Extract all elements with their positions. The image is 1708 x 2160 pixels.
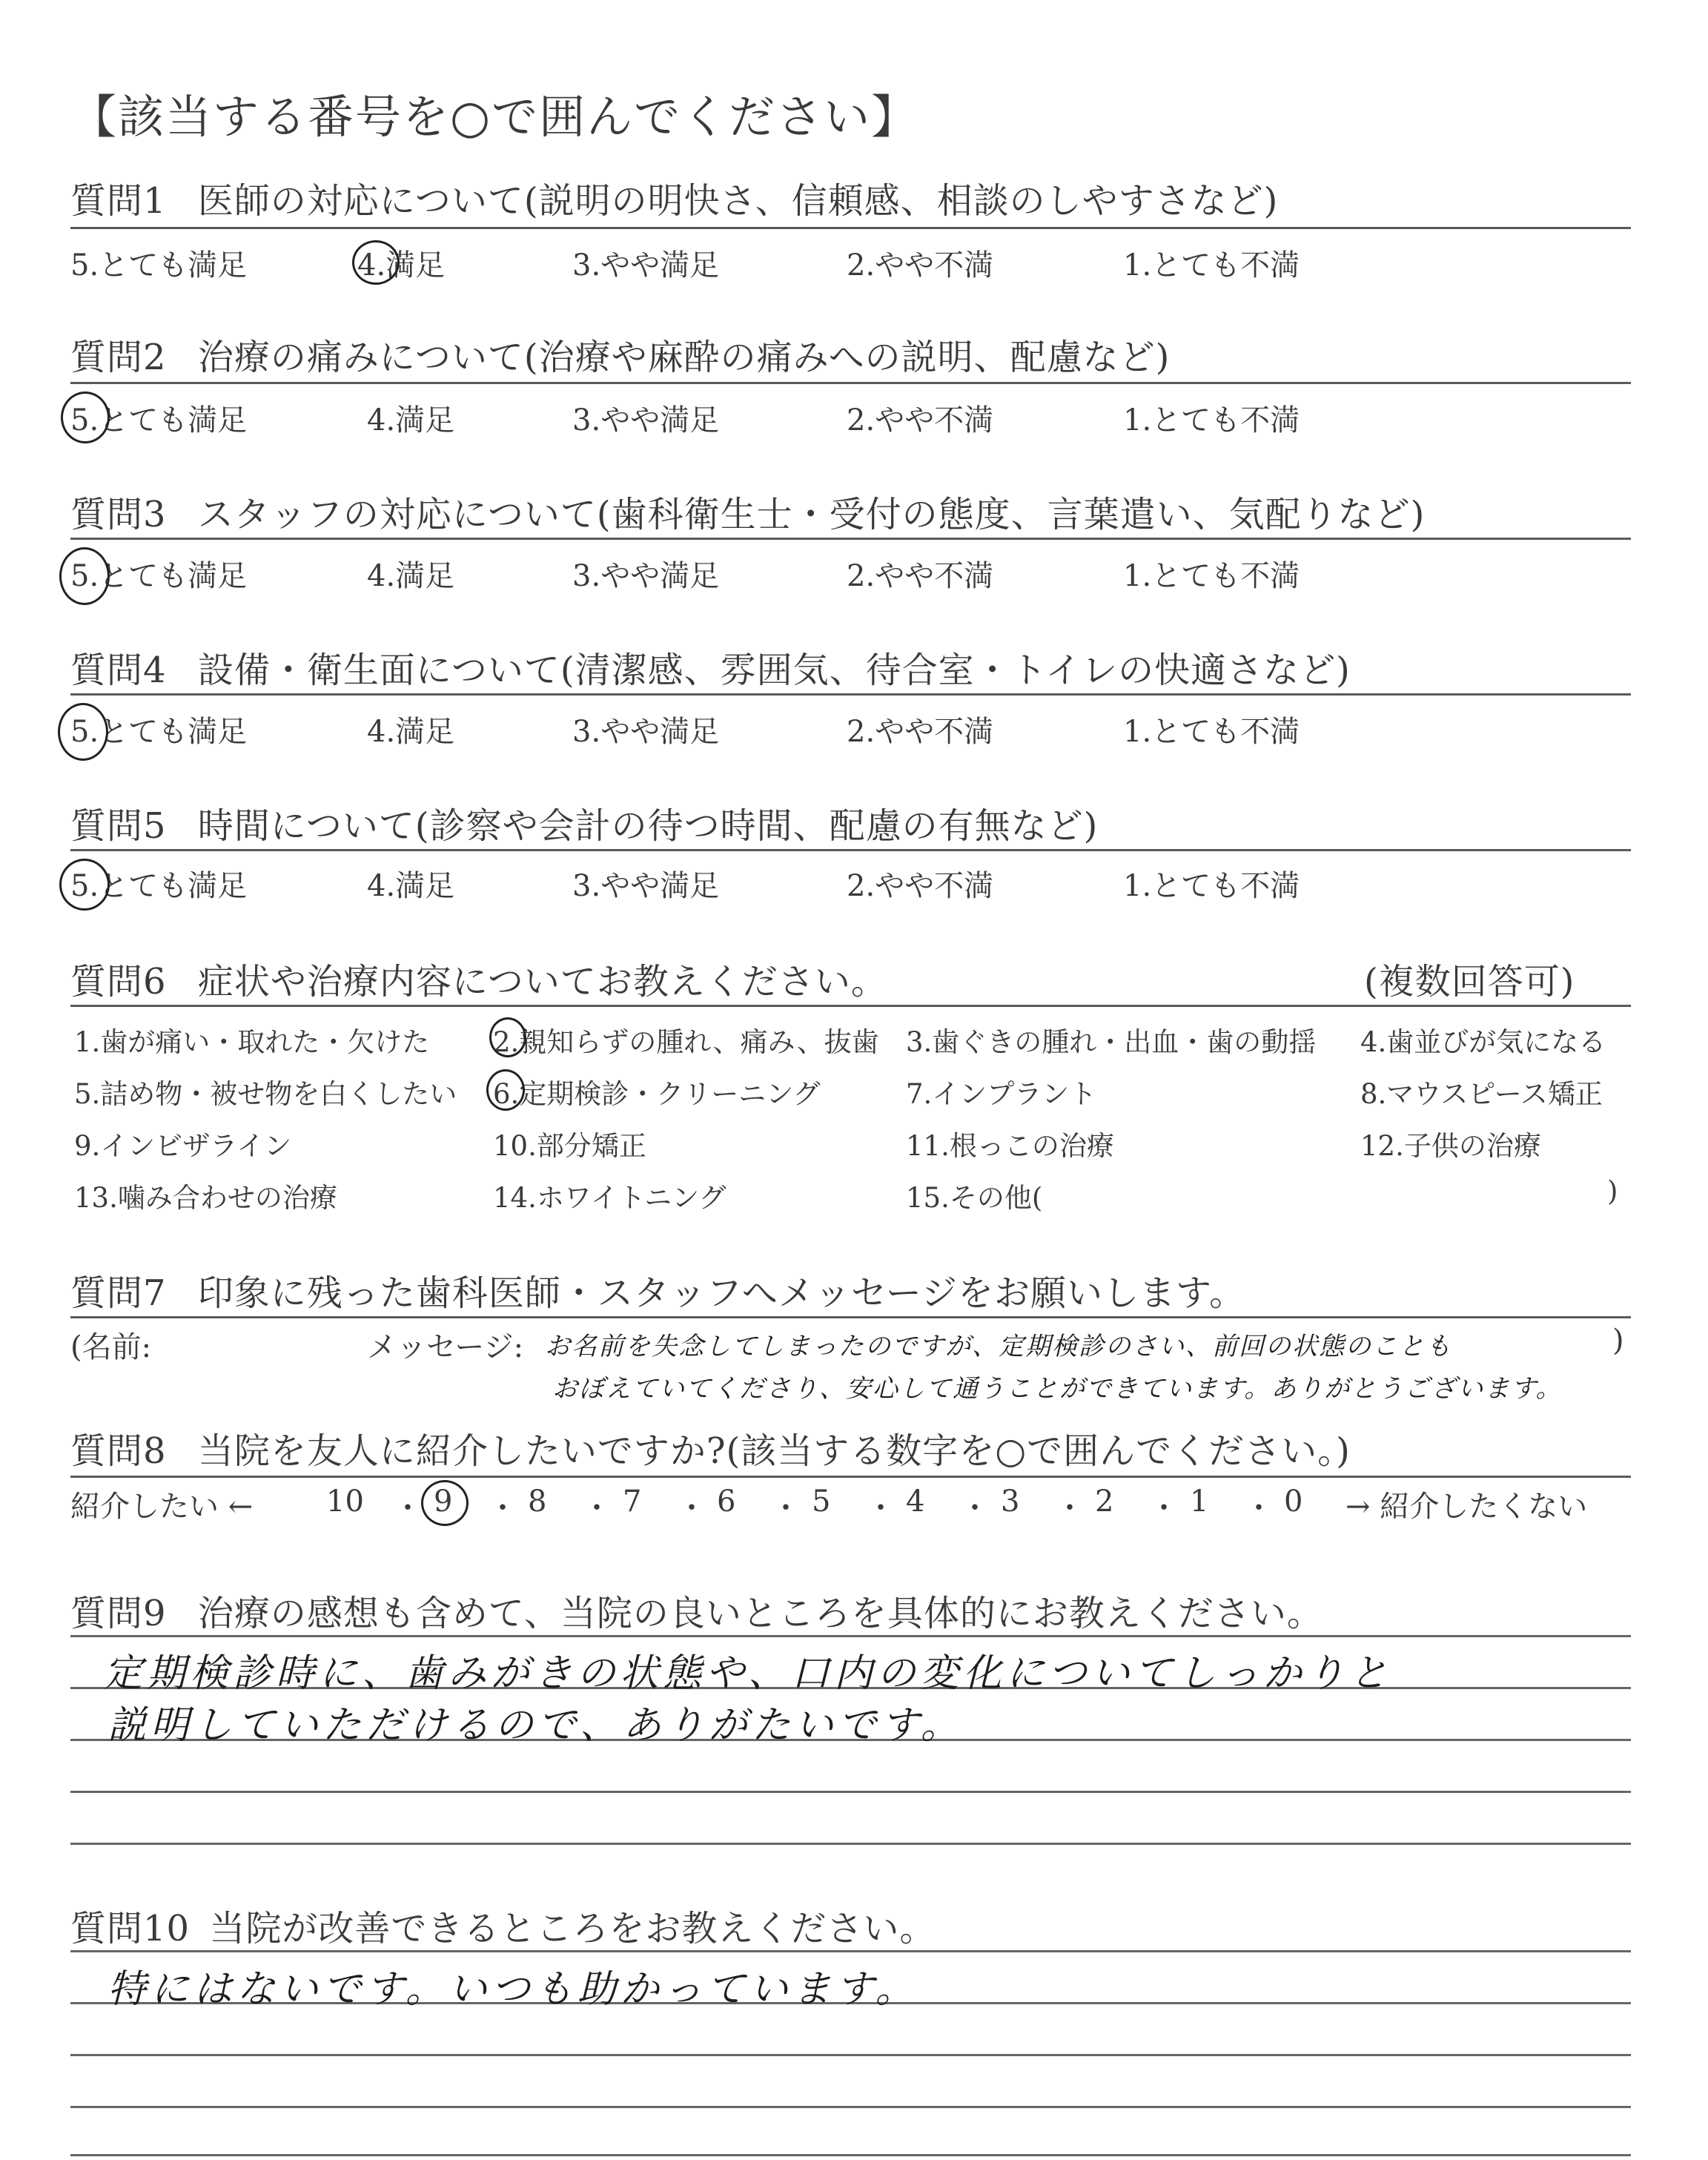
q7-rule bbox=[70, 1316, 1631, 1318]
q2-option-4[interactable]: 4.満足 bbox=[367, 403, 455, 437]
q7-close-paren: ) bbox=[1612, 1324, 1624, 1358]
q8-separator: ・ bbox=[1055, 1491, 1085, 1525]
q3-option-4[interactable]: 4.満足 bbox=[367, 559, 455, 593]
q5-heading bbox=[70, 797, 1098, 848]
q8-scale-7[interactable]: 7 bbox=[623, 1484, 642, 1519]
q1-selection-circle bbox=[352, 240, 400, 285]
q4-option-1[interactable]: 1.とても不満 bbox=[1123, 715, 1300, 749]
q8-scale-5[interactable]: 5 bbox=[812, 1484, 831, 1519]
q7-text: 印象に残った歯科医師・スタッフへメッセージをお願いします。 bbox=[197, 1272, 1246, 1314]
q5-option-3[interactable]: 3.やや満足 bbox=[572, 869, 720, 903]
q6-option-5[interactable]: 5.詰め物・被せ物を白くしたい bbox=[74, 1078, 457, 1110]
q8-scale-10[interactable]: 10 bbox=[326, 1484, 364, 1519]
q2-selection-circle bbox=[61, 392, 110, 443]
q8-separator: ・ bbox=[1149, 1491, 1179, 1525]
q9-answer-line-2: 説明していただけるので、ありがたいです。 bbox=[107, 1703, 964, 1748]
q4-option-3[interactable]: 3.やや満足 bbox=[572, 715, 720, 749]
q6-selection-circle-6 bbox=[486, 1069, 525, 1111]
q8-text: 当院を友人に紹介したいですか?(該当する数字を○で囲んでください。) bbox=[197, 1430, 1351, 1472]
q2-text: 治療の痛みについて(治療や麻酔の痛みへの説明、配慮など) bbox=[197, 337, 1171, 378]
q2-option-5[interactable]: 5.とても満足 bbox=[70, 403, 248, 437]
q8-scale-0[interactable]: 0 bbox=[1284, 1484, 1303, 1519]
q1-option-1[interactable]: 1.とても不満 bbox=[1123, 248, 1300, 283]
q6-option-15[interactable]: 15.その他( bbox=[906, 1182, 1043, 1214]
q10-label: 質問10 bbox=[70, 1908, 191, 1949]
q6-label: 質問6 bbox=[70, 961, 167, 1003]
q2-rule bbox=[70, 382, 1631, 384]
q9-text: 治療の感想も含めて、当院の良いところを具体的にお教えください。 bbox=[197, 1593, 1323, 1634]
q8-scale-2[interactable]: 2 bbox=[1095, 1484, 1114, 1519]
q8-heading bbox=[70, 1422, 1351, 1473]
q6-selection-circle-2 bbox=[489, 1017, 526, 1057]
q6-option-10[interactable]: 10.部分矯正 bbox=[493, 1130, 646, 1162]
q3-option-5[interactable]: 5.とても満足 bbox=[70, 559, 248, 593]
q10-line-5 bbox=[70, 2154, 1631, 2156]
q4-selection-circle bbox=[58, 703, 108, 761]
q1-option-2[interactable]: 2.やや不満 bbox=[847, 248, 994, 283]
q3-label: 質問3 bbox=[70, 494, 167, 535]
q9-line-4 bbox=[70, 1791, 1631, 1793]
q8-label: 質問8 bbox=[70, 1430, 167, 1472]
q3-option-1[interactable]: 1.とても不満 bbox=[1123, 559, 1300, 593]
q8-scale-6[interactable]: 6 bbox=[717, 1484, 736, 1519]
q7-label: 質問7 bbox=[70, 1272, 167, 1314]
q1-label: 質問1 bbox=[70, 180, 167, 222]
q9-answer-line-1: 定期検診時に、歯みがきの状態や、口内の変化についてしっかりと bbox=[104, 1651, 1392, 1696]
q8-selection-circle bbox=[421, 1480, 469, 1526]
q8-separator: ・ bbox=[393, 1491, 423, 1525]
q9-line-1 bbox=[70, 1635, 1631, 1637]
q4-option-4[interactable]: 4.満足 bbox=[367, 715, 455, 749]
q9-line-5 bbox=[70, 1843, 1631, 1845]
q7-name-label: (名前: bbox=[70, 1330, 152, 1364]
q6-option-4[interactable]: 4.歯並びが気になる bbox=[1360, 1026, 1606, 1058]
q8-scale-3[interactable]: 3 bbox=[1001, 1484, 1020, 1519]
q6-option-8[interactable]: 8.マウスピース矯正 bbox=[1360, 1078, 1603, 1110]
q10-line-1 bbox=[70, 1950, 1631, 1952]
q6-text: 症状や治療内容についてお教えください。 bbox=[197, 961, 887, 1003]
q10-heading bbox=[70, 1900, 936, 1951]
q1-option-5[interactable]: 5.とても満足 bbox=[70, 248, 248, 283]
q2-option-2[interactable]: 2.やや不満 bbox=[847, 403, 994, 437]
q8-separator: ・ bbox=[582, 1491, 612, 1525]
q6-option-2[interactable]: 2.親知らずの腫れ、痛み、抜歯 bbox=[493, 1026, 879, 1058]
q6-option-9[interactable]: 9.インビザライン bbox=[74, 1130, 292, 1162]
q1-option-3[interactable]: 3.やや満足 bbox=[572, 248, 720, 283]
q5-option-2[interactable]: 2.やや不満 bbox=[847, 869, 994, 903]
q6-option-12[interactable]: 12.子供の治療 bbox=[1360, 1130, 1541, 1162]
q6-option-1[interactable]: 1.歯が痛い・取れた・欠けた bbox=[74, 1026, 430, 1058]
q2-option-3[interactable]: 3.やや満足 bbox=[572, 403, 720, 437]
q7-message-line-2: おぼえていてくださり、安心して通うことができています。ありがとうございます。 bbox=[552, 1374, 1563, 1404]
q5-option-4[interactable]: 4.満足 bbox=[367, 869, 455, 903]
q7-heading bbox=[70, 1264, 1245, 1315]
q4-option-5[interactable]: 5.とても満足 bbox=[70, 715, 248, 749]
page-title: 【該当する番号を○で囲んでください】 bbox=[70, 90, 919, 144]
q6-option-11[interactable]: 11.根っこの治療 bbox=[906, 1130, 1114, 1162]
q2-label: 質問2 bbox=[70, 337, 167, 378]
q6-heading bbox=[70, 953, 887, 1004]
q8-separator: ・ bbox=[677, 1491, 706, 1525]
q6-option-3[interactable]: 3.歯ぐきの腫れ・出血・歯の動揺 bbox=[906, 1026, 1317, 1058]
q9-heading bbox=[70, 1585, 1323, 1636]
q6-option-7[interactable]: 7.インプラント bbox=[906, 1078, 1097, 1110]
q5-option-1[interactable]: 1.とても不満 bbox=[1123, 869, 1300, 903]
q8-scale-1[interactable]: 1 bbox=[1190, 1484, 1209, 1519]
q6-note: (複数回答可) bbox=[1364, 961, 1575, 1003]
q1-heading bbox=[70, 172, 1278, 223]
q1-rule bbox=[70, 227, 1631, 229]
q5-label: 質問5 bbox=[70, 805, 167, 847]
q7-message-line-1: お名前を失念してしまったのですが、定期検診のさい、前回の状態のことも bbox=[545, 1332, 1452, 1361]
q8-separator: ・ bbox=[866, 1491, 896, 1525]
q6-other-close-paren: ) bbox=[1607, 1175, 1618, 1207]
q10-line-4 bbox=[70, 2106, 1631, 2108]
q5-selection-circle bbox=[59, 859, 110, 911]
q10-text: 当院が改善できるところをお教えください。 bbox=[209, 1908, 936, 1949]
q8-scale-9[interactable]: 9 bbox=[434, 1484, 453, 1519]
q10-line-3 bbox=[70, 2054, 1631, 2056]
q8-rule bbox=[70, 1476, 1631, 1478]
q1-text: 医師の対応について(説明の明快さ、信頼感、相談のしやすさなど) bbox=[197, 180, 1279, 222]
q3-text: スタッフの対応について(歯科衛生士・受付の態度、言葉遣い、気配りなど) bbox=[197, 494, 1426, 535]
q4-option-2[interactable]: 2.やや不満 bbox=[847, 715, 994, 749]
q1-option-4[interactable]: 4.満足 bbox=[357, 248, 446, 283]
q5-text: 時間について(診察や会計の待つ時間、配慮の有無など) bbox=[197, 805, 1099, 847]
q3-heading bbox=[70, 486, 1425, 537]
q6-option-14[interactable]: 14.ホワイトニング bbox=[493, 1182, 726, 1214]
q2-option-1[interactable]: 1.とても不満 bbox=[1123, 403, 1300, 437]
q5-option-5[interactable]: 5.とても満足 bbox=[70, 869, 248, 903]
q8-left-label: 紹介したい ← bbox=[70, 1490, 254, 1524]
q2-heading bbox=[70, 328, 1170, 380]
q8-separator: ・ bbox=[488, 1491, 517, 1525]
q3-option-2[interactable]: 2.やや不満 bbox=[847, 559, 994, 593]
q8-scale-8[interactable]: 8 bbox=[528, 1484, 547, 1519]
q3-selection-circle bbox=[59, 547, 110, 605]
q8-separator: ・ bbox=[1244, 1491, 1274, 1525]
q4-text: 設備・衛生面について(清潔感、雰囲気、待合室・トイレの快適さなど) bbox=[197, 650, 1351, 691]
q4-rule bbox=[70, 693, 1631, 696]
q4-heading bbox=[70, 641, 1351, 693]
q6-option-13[interactable]: 13.噛み合わせの治療 bbox=[74, 1182, 337, 1214]
q6-option-6[interactable]: 6.定期検診・クリーニング bbox=[493, 1078, 821, 1110]
q7-message-label: メッセージ: bbox=[367, 1330, 524, 1364]
q3-option-3[interactable]: 3.やや満足 bbox=[572, 559, 720, 593]
q8-scale-4[interactable]: 4 bbox=[906, 1484, 925, 1519]
q8-right-label: → 紹介したくない bbox=[1345, 1490, 1588, 1524]
q8-separator: ・ bbox=[960, 1491, 990, 1525]
q4-label: 質問4 bbox=[70, 650, 167, 691]
q3-rule bbox=[70, 538, 1631, 540]
q8-separator: ・ bbox=[771, 1491, 801, 1525]
q6-rule bbox=[70, 1005, 1631, 1007]
q5-rule bbox=[70, 849, 1631, 851]
q10-answer-line-1: 特にはないです。いつも助かっています。 bbox=[107, 1967, 918, 2012]
q9-label: 質問9 bbox=[70, 1593, 167, 1634]
